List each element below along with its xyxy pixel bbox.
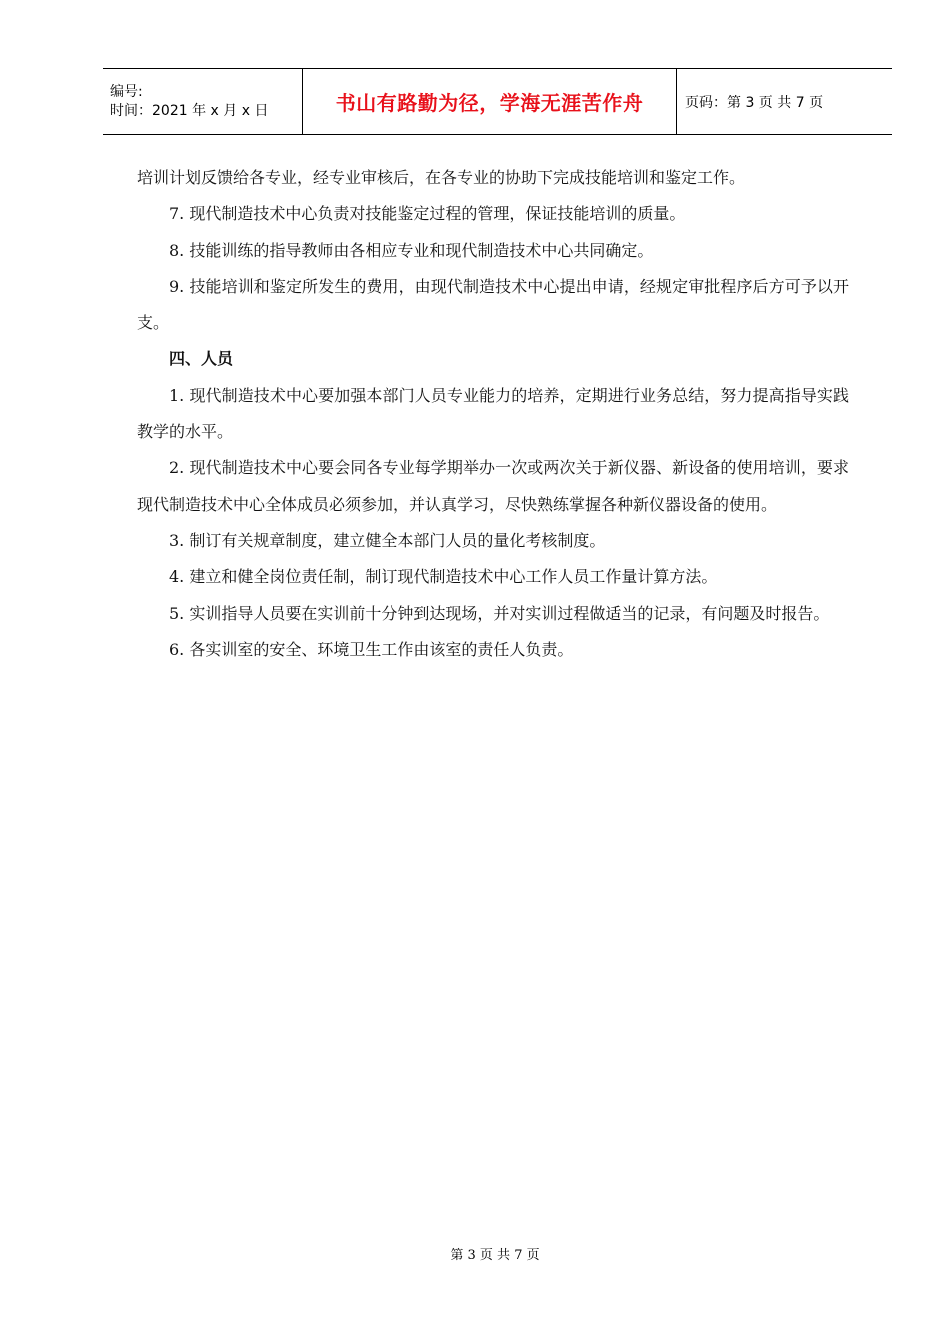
paragraph-item-8: 8. 技能训练的指导教师由各相应专业和现代制造技术中心共同确定。	[169, 240, 654, 260]
paragraph-personnel-1: 1. 现代制造技术中心要加强本部门人员专业能力的培养，定期进行业务总结，努力提高指导实践教学的水平。	[137, 385, 849, 442]
header-page-indicator: 页码：第 3 页 共 7 页	[685, 94, 824, 111]
page-footer: 第 3 页 共 7 页	[450, 1248, 540, 1263]
document-body	[137, 160, 849, 668]
paragraph-continuation: 培训计划反馈给各专业，经专业审核后，在各专业的协助下完成技能培训和鉴定工作。	[137, 168, 746, 187]
paragraph-personnel-4: 4. 建立和健全岗位责任制，制订现代制造技术中心工作人员工作量计算方法。	[169, 567, 718, 587]
header-motto: 书山有路勤为径，学海无涯苦作舟	[303, 69, 677, 134]
page-header	[103, 68, 892, 135]
paragraph-personnel-6: 6. 各实训室的安全、环境卫生工作由该室的责任人负责。	[169, 639, 574, 659]
header-meta	[103, 69, 303, 134]
paragraph-item-7: 7. 现代制造技术中心负责对技能鉴定过程的管理，保证技能培训的质量。	[169, 204, 686, 224]
paragraph-item-9: 9. 技能培训和鉴定所发生的费用，由现代制造技术中心提出申请，经规定审批程序后方可予以开支。	[137, 276, 849, 333]
paragraph-personnel-3: 3. 制订有关规章制度，建立健全本部门人员的量化考核制度。	[169, 530, 606, 550]
paragraph-personnel-2: 2. 现代制造技术中心要会同各专业每学期举办一次或两次关于新仪器、新设备的使用培训，要求现代制造技术中心全体成员必须参加，并认真学习，尽快熟练掌握各种新仪器设备的使用。	[137, 458, 849, 514]
paragraph-personnel-5: 5. 实训指导人员要在实训前十分钟到达现场，并对实训过程做适当的记录，有问题及时报告。	[169, 603, 830, 623]
document-number-label: 编号:	[110, 83, 143, 100]
section-heading-personnel: 四、人员	[169, 349, 234, 369]
document-date: 时间：2021 年 x 月 x 日	[110, 102, 269, 119]
